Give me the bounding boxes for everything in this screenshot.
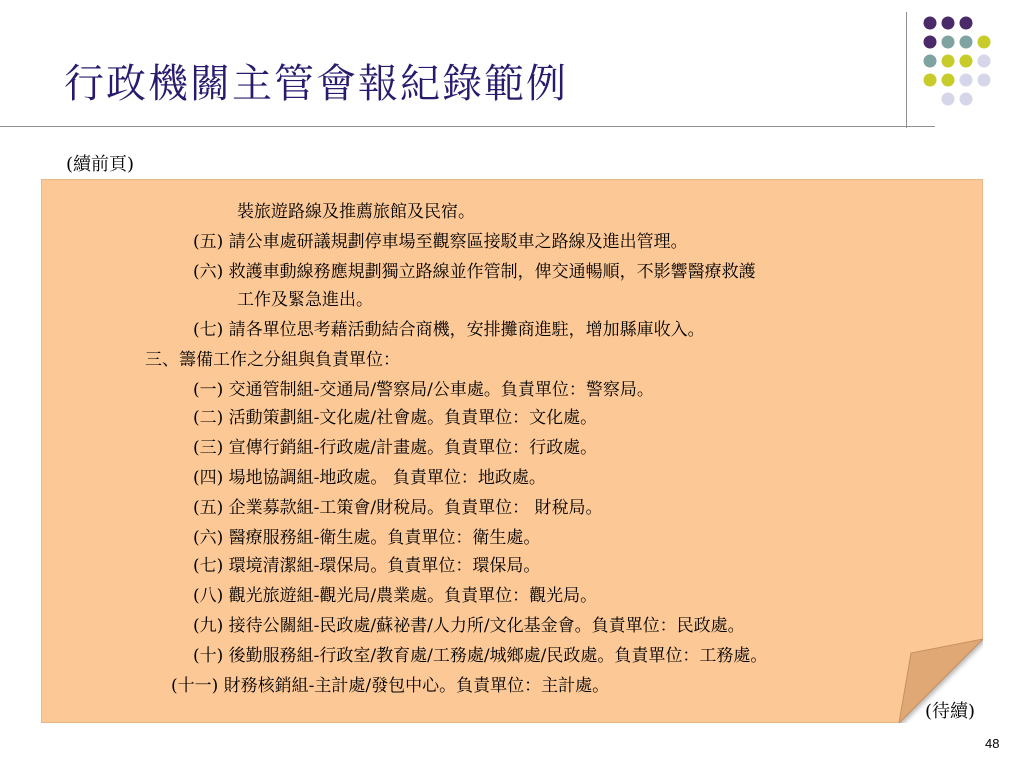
decorative-dot	[942, 93, 955, 106]
decorative-dot	[960, 17, 973, 30]
note-line: (六) 救護車動線務應規劃獨立路線並作管制，俾交通暢順，不影響醫療救護	[193, 262, 756, 282]
note-line: (一) 交通管制組-交通局/警察局/公車處。負責單位：警察局。	[193, 380, 654, 400]
note-line: 工作及緊急進出。	[237, 290, 373, 310]
note-line: (七) 環境清潔組-環保局。負責單位：環保局。	[193, 556, 541, 576]
decorative-dot	[978, 74, 991, 87]
note-line: (十) 後勤服務組-行政室/教育處/工務處/城鄉處/民政處。負責單位：工務處。	[193, 646, 768, 666]
note-line: (二) 活動策劃組-文化處/社會處。負責單位：文化處。	[193, 408, 598, 428]
note-line: (四) 場地協調組-地政處。 負責單位：地政處。	[193, 468, 546, 488]
note-line: (七) 請各單位思考藉活動結合商機，安排攤商進駐，增加縣庫收入。	[193, 320, 705, 340]
note-line: (十一) 財務核銷組-主計處/發包中心。負責單位：主計處。	[171, 676, 610, 696]
title-vertical-divider	[906, 12, 907, 128]
decorative-dot	[960, 55, 973, 68]
note-line: (八) 觀光旅遊組-觀光局/農業處。負責單位：觀光局。	[193, 586, 598, 606]
decorative-dot	[960, 93, 973, 106]
decorative-dot	[942, 55, 955, 68]
decorative-dot	[960, 36, 973, 49]
slide-title: 行政機關主管會報紀錄範例	[64, 61, 568, 107]
note-line: (五) 企業募款組-工策會/財稅局。負責單位： 財稅局。	[193, 498, 603, 518]
decorative-dot	[942, 36, 955, 49]
decorative-dot-grid	[918, 16, 1018, 126]
decorative-dot	[978, 55, 991, 68]
note-line: (九) 接待公關組-民政處/蘇祕書/人力所/文化基金會。負責單位：民政處。	[193, 616, 745, 636]
note-line: (六) 醫療服務組-衛生處。負責單位：衛生處。	[193, 528, 541, 548]
note-line: 裝旅遊路線及推薦旅館及民宿。	[237, 202, 475, 222]
decorative-dot	[924, 55, 937, 68]
decorative-dot	[942, 17, 955, 30]
decorative-dot	[924, 74, 937, 87]
note-line: (五) 請公車處研議規劃停車場至觀察區接駁車之路線及進出管理。	[193, 232, 688, 252]
page-number: 48	[985, 736, 1000, 751]
title-horizontal-divider	[0, 126, 935, 127]
decorative-dot	[924, 36, 937, 49]
decorative-dot	[924, 17, 937, 30]
decorative-dot	[978, 36, 991, 49]
decorative-dot	[960, 74, 973, 87]
note-line: (三) 宣傳行銷組-行政處/計畫處。負責單位：行政處。	[193, 438, 598, 458]
section-heading: 三、籌備工作之分組與負責單位：	[145, 350, 400, 370]
decorative-dot	[942, 74, 955, 87]
continued-from-label: (續前頁)	[66, 154, 135, 175]
note-text-area	[41, 179, 983, 723]
to-be-continued-label: (待續)	[925, 701, 976, 722]
